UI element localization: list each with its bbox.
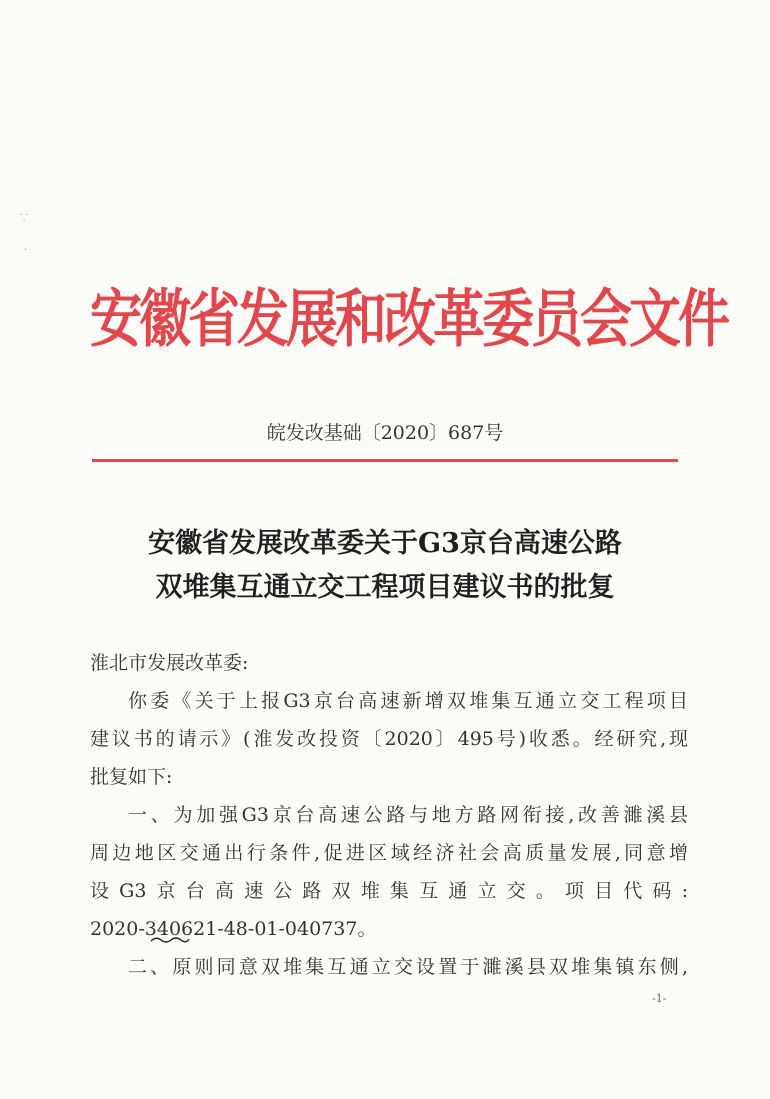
- paragraph-1-line-2: 建议书的请示》(淮发改投资〔2020〕495号)收悉。经研究,现: [90, 728, 688, 750]
- paragraph-2-line-3: 设G3京台高速公路双堆集互通立交。项目代码:: [90, 880, 688, 902]
- paragraph-2-line-1: 一、为加强G3京台高速公路与地方路网衔接,改善濉溪县: [128, 804, 688, 826]
- document-subject-title: [60, 522, 710, 610]
- paragraph-3-line-1: 二、原则同意双堆集互通立交设置于濉溪县双堆集镇东侧,: [128, 956, 688, 978]
- handwritten-squiggle-icon: [150, 934, 190, 944]
- organization-header-title: 安徽省发展和改革委员会文件: [90, 284, 728, 356]
- scan-speck-icon: ⸪: [20, 213, 29, 224]
- addressee-line: 淮北市发展改革委:: [90, 652, 249, 674]
- red-divider-line: [92, 459, 678, 462]
- subject-title-line-1: 安徽省发展改革委关于G3京台高速公路: [148, 528, 622, 559]
- scan-speck-icon: ·: [24, 245, 28, 256]
- paragraph-2-line-2: 周边地区交通出行条件,促进区域经济社会高质量发展,同意增: [90, 842, 688, 864]
- subject-title-line-2: 双堆集互通立交工程项目建议书的批复: [155, 572, 615, 603]
- document-number: 皖发改基础〔2020〕687号: [266, 422, 504, 444]
- project-code-line: 2020-340621-48-01-040737。: [90, 918, 377, 940]
- paragraph-1-line-3: 批复如下:: [90, 766, 173, 788]
- paragraph-1-line-1: 你委《关于上报G3京台高速新增双堆集互通立交工程项目: [128, 690, 688, 712]
- page-number: -1-: [652, 992, 667, 1005]
